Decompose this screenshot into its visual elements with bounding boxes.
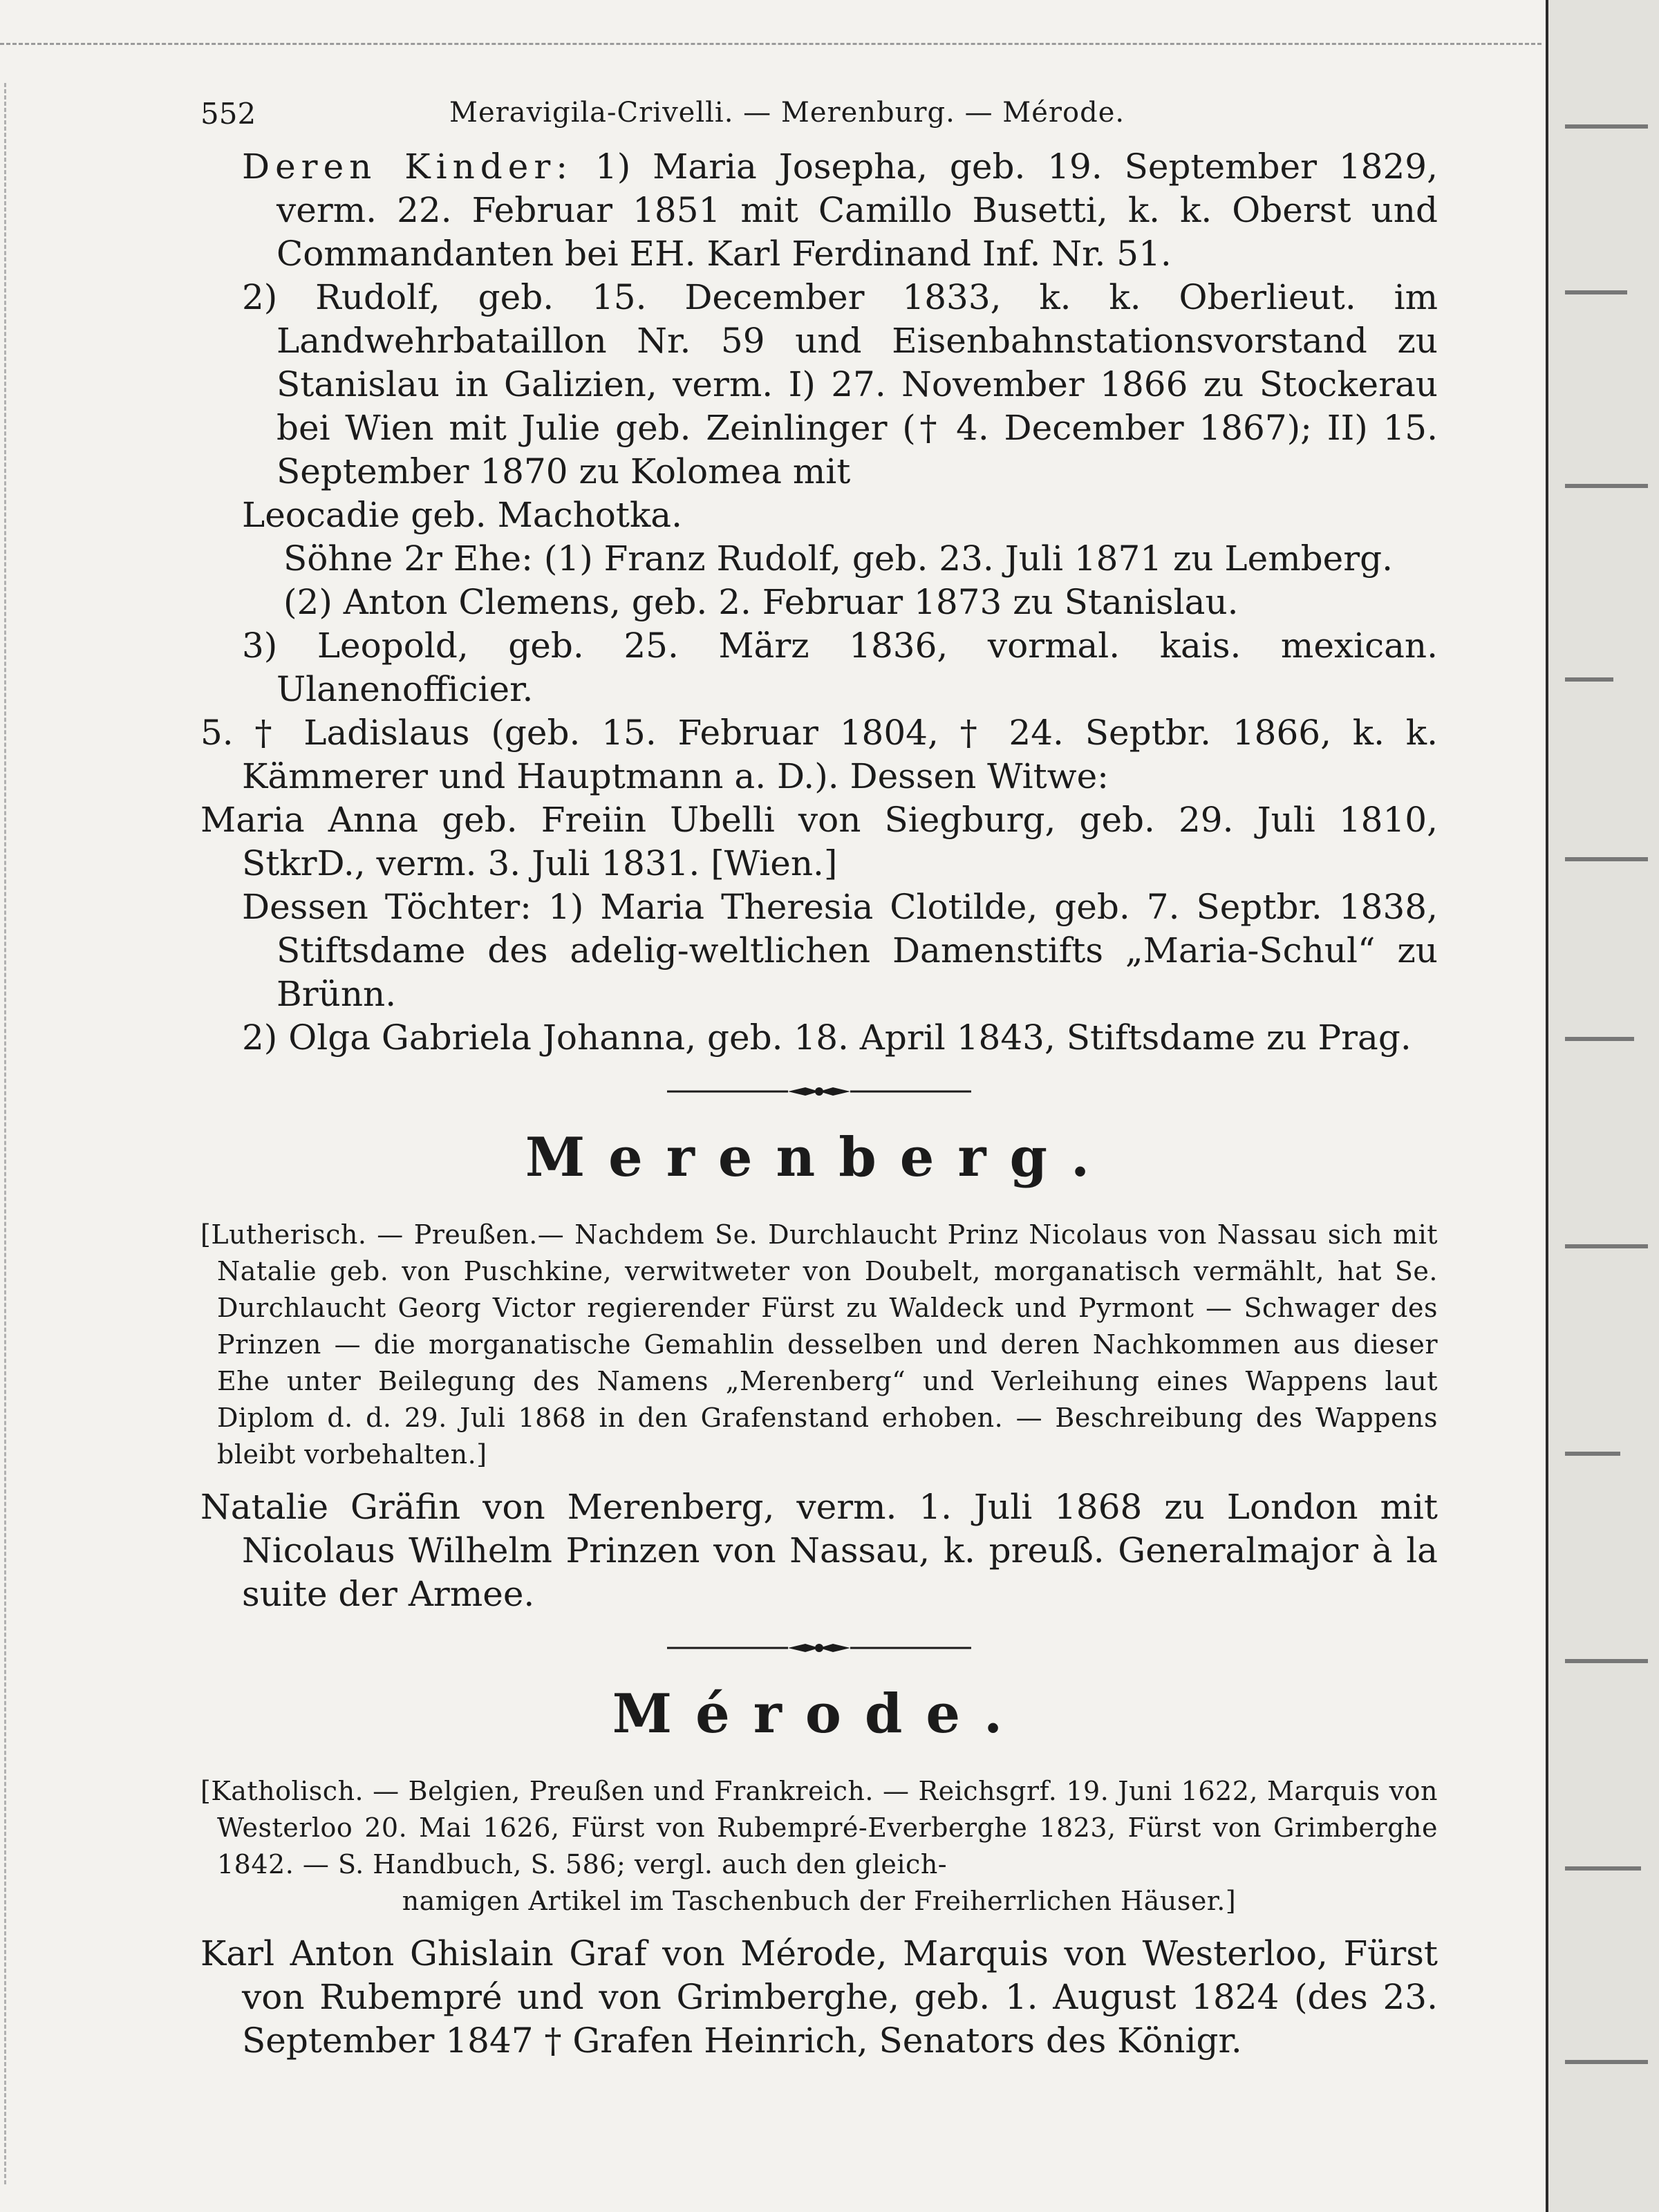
- ladislaus-line: 5. † Ladislaus (geb. 15. Februar 1804, † 24. Septbr. 1866, k. k. Kämmerer und Hauptmann a. D.). Dessen Witwe:: [200, 713, 1438, 796]
- scan-top-edge: [0, 43, 1541, 45]
- section-title-merode: Mérode.: [612, 1683, 1027, 1745]
- spouse-line: Leocadie geb. Machotka.: [242, 495, 682, 535]
- sons-line-2: (2) Anton Clemens, geb. 2. Februar 1873 zu Stanislau.: [283, 582, 1239, 622]
- children-line-3: 3) Leopold, geb. 25. März 1836, vormal. kais. mexican. Ulanenofficier.: [242, 626, 1438, 709]
- section-merenberg: [200, 1126, 1438, 1616]
- page-number: 552: [200, 97, 256, 131]
- merenberg-note: [Lutherisch. — Preußen.— Nachdem Se. Durchlaucht Prinz Nicolaus von Nassau sich mit Natalie geb. von Puschkine, verwitweter von Doubelt, morganatisch vermählt, hat Se. Durchlaucht Georg Victor regierender Fürst zu Waldeck und Pyrmont — Schwager des Prinzen — die morganatische Gemahlin desselben und deren Nachkommen aus dieser Ehe unter Beilegung des Namens „Merenberg“ und Verleihung eines Wappens laut Diplom d. d. 29. Juli 1868 in den Grafenstand erhoben. — Beschreibung des Wappens bleibt vorbehalten.]: [200, 1219, 1438, 1470]
- merenberg-entry: Natalie Gräfin von Merenberg, verm. 1. Juli 1868 zu London mit Nicolaus Wilhelm Prinzen von Nassau, k. preuß. Generalmajor à la suite der Armee.: [200, 1487, 1438, 1614]
- daughters-line-2: 2) Olga Gabriela Johanna, geb. 18. April 1843, Stiftsdame zu Prag.: [242, 1018, 1412, 1058]
- scan-left-edge: [4, 83, 6, 2184]
- section-divider-ornament: [667, 1085, 971, 1098]
- facing-page-edge: [1546, 0, 1659, 2212]
- page-header: [200, 97, 1438, 145]
- children-heading: Deren Kinder:: [242, 147, 574, 187]
- children-line-1: Deren Kinder: 1) Maria Josepha, geb. 19. September 1829, verm. 22. Februar 1851 mit Camillo Busetti, k. k. Oberst und Commandanten bei EH. Karl Ferdinand Inf. Nr. 51.: [242, 147, 1438, 274]
- document-page: [200, 97, 1438, 2063]
- merode-note: [Katholisch. — Belgien, Preußen und Frankreich. — Reichsgrf. 19. Juni 1622, Marquis von Westerloo 20. Mai 1626, Fürst von Rubempré-Everberghe 1823, Fürst von Grimberghe 1842. — S. Handbuch, S. 586; vergl. auch den gleich- namigen Artikel im Taschenbuch der Freiherrlichen Häuser.]: [200, 1776, 1438, 1916]
- sons-line-1: Söhne 2r Ehe: (1) Franz Rudolf, geb. 23. Juli 1871 zu Lemberg.: [283, 538, 1394, 579]
- running-head: Meravigila-Crivelli. — Merenburg. — Mérode.: [449, 97, 1125, 129]
- daughters-line-1: Dessen Töchter: 1) Maria Theresia Clotilde, geb. 7. Septbr. 1838, Stiftsdame des adelig-weltlichen Damenstifts „Maria-Schul“ zu Brünn.: [242, 887, 1438, 1014]
- section-meravigila-continued: [200, 145, 1438, 1060]
- merode-entry: Karl Anton Ghislain Graf von Mérode, Marquis von Westerloo, Fürst von Rubempré und von Grimberghe, geb. 1. August 1824 (des 23. September 1847 † Grafen Heinrich, Senators des Königr.: [200, 1933, 1438, 2061]
- section-merode: [200, 1683, 1438, 2063]
- section-divider-ornament: [667, 1641, 971, 1655]
- children-line-2: 2) Rudolf, geb. 15. December 1833, k. k. Oberlieut. im Landwehrbataillon Nr. 59 und Eisenbahnstationsvorstand zu Stanislau in Galizien, verm. I) 27. November 1866 zu Stockerau bei Wien mit Julie geb. Zeinlinger († 4. December 1867); II) 15. September 1870 zu Kolomea mit: [242, 277, 1438, 491]
- widow-line: Maria Anna geb. Freiin Ubelli von Siegburg, geb. 29. Juli 1810, StkrD., verm. 3. Juli 1831. [Wien.]: [200, 800, 1438, 883]
- section-title-merenberg: Merenberg.: [525, 1126, 1114, 1189]
